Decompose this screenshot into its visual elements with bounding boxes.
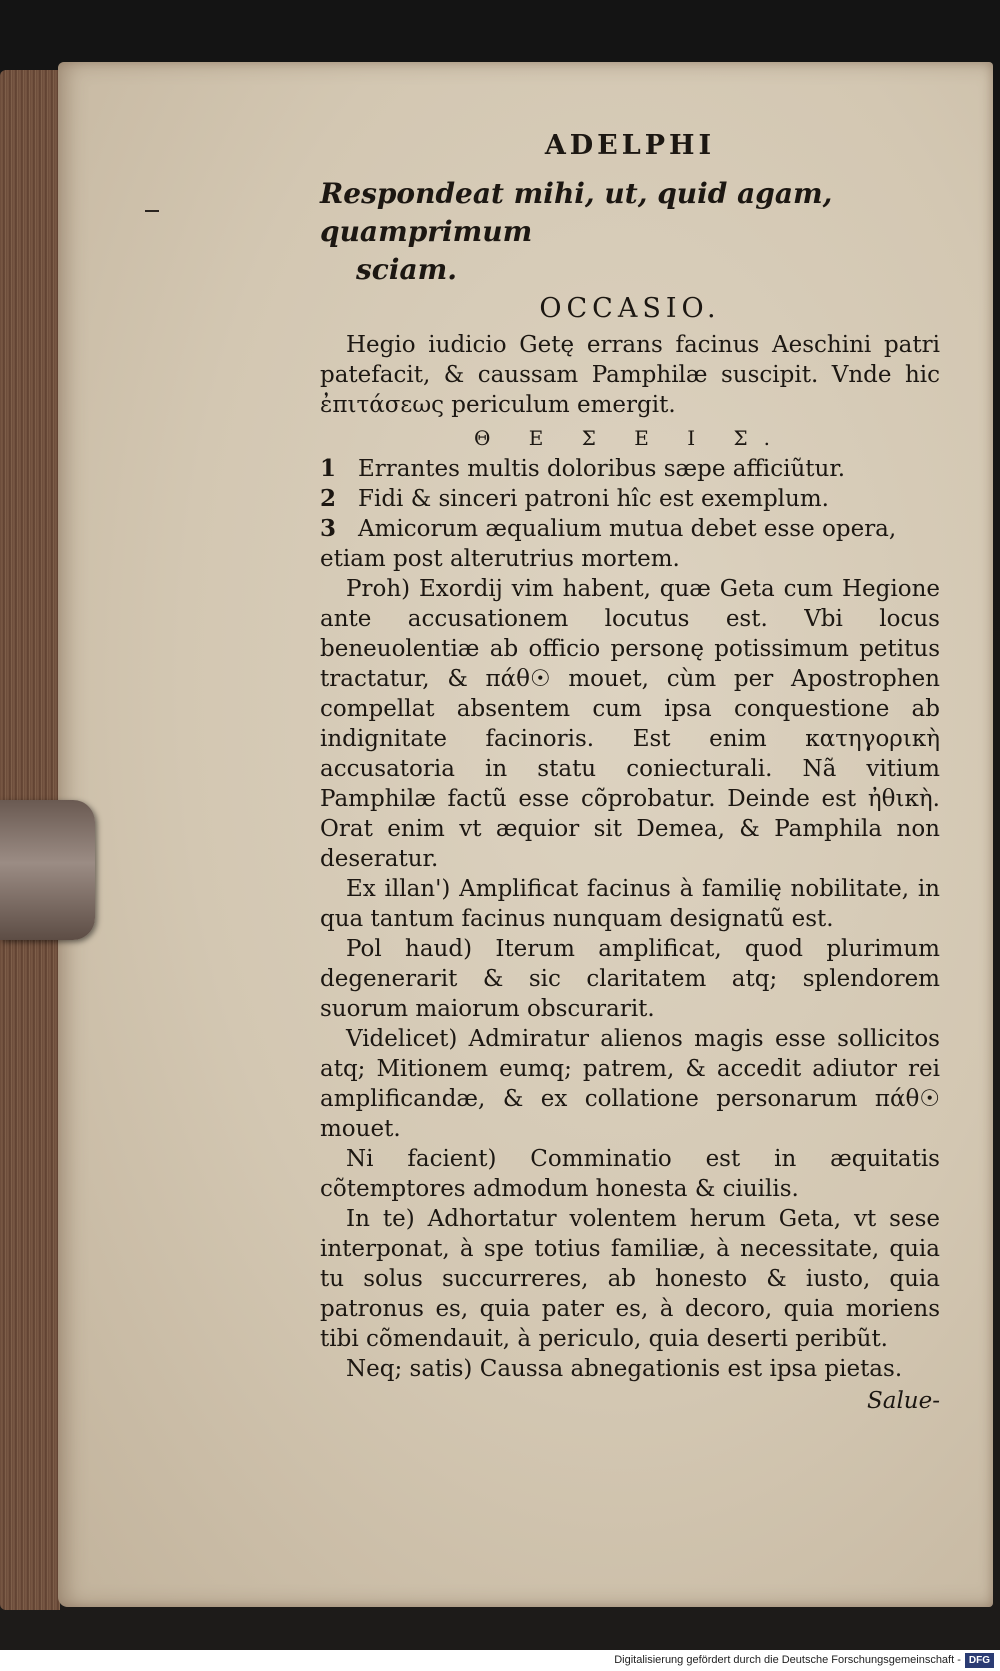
commentary-note: Ex illan') Amplificat facinus à familię nobilitate, in qua tantum facinus nunquam designatũ est. — [320, 876, 940, 932]
catchword: Salue- — [866, 1388, 940, 1414]
verse-line-1: Respondeat mihi, ut, quid agam, quamprimum — [320, 177, 833, 248]
occasio-text: Hegio iudicio Getę errans facinus Aeschini patri patefacit, & caussam Pamphilæ suscipit. Vnde hic ἐπιτάσεως periculum emergit. — [320, 332, 940, 418]
dfg-logo: DFG — [965, 1653, 994, 1668]
thesis-item — [320, 514, 940, 544]
commentary-note: Proh) Exordij vim habent, quæ Geta cum Hegione ante accusationem locutus est. Vbi locus beneuolentiæ ab officio personę potissimum petitus tractatur, & πάθ☉ mouet, cùm per Apostrophen compellat absentem cum ipsa conquestione ab indignitate facinoris. Est enim κατηγορικὴ accusatoria in statu coniecturali. Nã vitium Pamphilæ factũ esse cõprobatur. Deinde est ἠθικὴ. Orat enim vt æquior sit Demea, & Pamphila non deseratur. — [320, 576, 940, 872]
book-clasp — [0, 800, 95, 940]
digitization-footer — [0, 1650, 1000, 1671]
thesis-number: 1 — [320, 455, 337, 482]
thesis-item — [320, 454, 940, 484]
page-text — [320, 130, 940, 1414]
margin-mark — [145, 210, 159, 212]
theses-title: Θ Ε Σ Ε Ι Σ. — [474, 426, 786, 450]
commentary-note: Pol haud) Iterum amplificat, quod plurimum degenerarit & sic claritatem atq; splendorem suorum maiorum obscurarit. — [320, 936, 940, 1022]
thesis-text: Fidi & sinceri patroni hîc est exemplum. — [358, 486, 829, 512]
commentary-note: In te) Adhortatur volentem herum Geta, vt sese interponat, à spe totius familiæ, à necessitate, quia tu solus succurreres, ab honesto & iusto, quia patronus es, quia pater es, à decoro, quia moriens tibi cõmendauit, à periculo, quia deserti peribũt. — [320, 1206, 940, 1352]
thesis-number: 2 — [320, 485, 337, 512]
commentary-note: Ni facient) Comminatio est in æquitatis cõtemptores admodum honesta & ciuilis. — [320, 1146, 940, 1202]
thesis-text: Amicorum æqualium mutua debet esse opera, — [358, 516, 897, 542]
verse-line — [320, 175, 940, 289]
commentary-note: Videlicet) Admiratur alienos magis esse sollicitos atq; Mitionem eumq; patrem, & accedit adiutor rei amplificandæ, & ex collatione personarum πάθ☉ mouet. — [320, 1026, 940, 1142]
commentary-note: Neq; satis) Caussa abnegationis est ipsa pietas. — [346, 1356, 903, 1382]
thesis-item — [320, 484, 940, 514]
thesis-text: Errantes multis doloribus sæpe afficiũtur. — [358, 456, 846, 482]
thesis-number: 3 — [320, 515, 337, 542]
occasio-title: OCCASIO. — [539, 293, 721, 324]
thesis-continuation: etiam post alterutrius mortem. — [320, 546, 680, 572]
running-head: ADELPHI — [544, 130, 716, 161]
footer-text: Digitalisierung gefördert durch die Deutsche Forschungsgemeinschaft - — [614, 1654, 961, 1666]
verse-line-2: sciam. — [356, 253, 457, 286]
